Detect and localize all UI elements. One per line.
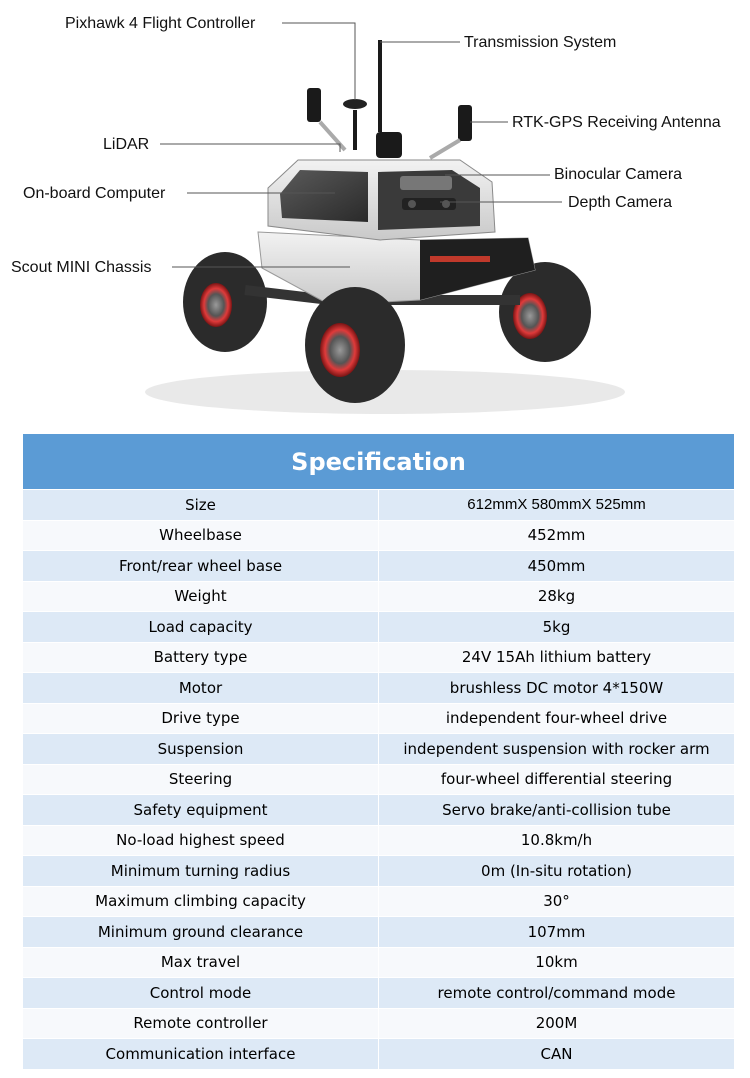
table-row (23, 764, 735, 795)
table-row (23, 703, 735, 734)
spec-value: independent four-wheel drive (379, 703, 735, 734)
spec-label: Motor (23, 673, 379, 704)
spec-value: brushless DC motor 4*150W (379, 673, 735, 704)
spec-value: independent suspension with rocker arm (379, 734, 735, 765)
table-row (23, 551, 735, 582)
spec-label: Steering (23, 764, 379, 795)
spec-value: Servo brake/anti-collision tube (379, 795, 735, 826)
table-row (23, 581, 735, 612)
spec-value: 10km (379, 947, 735, 978)
spec-value: 200M (379, 1008, 735, 1039)
callout-rtk-gps: RTK-GPS Receiving Antenna (512, 114, 721, 131)
table-row (23, 1008, 735, 1039)
spec-label: Control mode (23, 978, 379, 1009)
spec-label: Load capacity (23, 612, 379, 643)
robot-image (0, 0, 750, 430)
callout-onboard-computer: On-board Computer (23, 185, 166, 202)
spec-value: 28kg (379, 581, 735, 612)
spec-label: Remote controller (23, 1008, 379, 1039)
spec-label: Safety equipment (23, 795, 379, 826)
spec-label: Battery type (23, 642, 379, 673)
spec-label: Size (23, 490, 379, 521)
spec-value: four-wheel differential steering (379, 764, 735, 795)
front-left-wheel (305, 287, 405, 403)
spec-value: 107mm (379, 917, 735, 948)
table-row (23, 947, 735, 978)
spec-value: 0m (In-situ rotation) (379, 856, 735, 887)
spec-value: 452mm (379, 520, 735, 551)
callout-lidar: LiDAR (103, 136, 150, 153)
table-row (23, 642, 735, 673)
table-row (23, 490, 735, 521)
spec-value: 5kg (379, 612, 735, 643)
spec-value: 450mm (379, 551, 735, 582)
spec-label: Weight (23, 581, 379, 612)
spec-label: Minimum ground clearance (23, 917, 379, 948)
table-row (23, 825, 735, 856)
spec-label: Drive type (23, 703, 379, 734)
table-row (23, 520, 735, 551)
callout-depth-camera: Depth Camera (568, 194, 673, 211)
table-row (23, 917, 735, 948)
table-row (23, 886, 735, 917)
spec-title: Specification (23, 434, 735, 490)
spec-label: Maximum climbing capacity (23, 886, 379, 917)
spec-value: 30° (379, 886, 735, 917)
spec-rows (23, 490, 735, 1070)
lidar (376, 132, 402, 158)
table-row (23, 978, 735, 1009)
spec-value: 10.8km/h (379, 825, 735, 856)
spec-label: No-load highest speed (23, 825, 379, 856)
callout-chassis: Scout MINI Chassis (11, 259, 152, 276)
table-row (23, 795, 735, 826)
spec-label: Max travel (23, 947, 379, 978)
spec-label: Minimum turning radius (23, 856, 379, 887)
table-row (23, 734, 735, 765)
spec-label: Suspension (23, 734, 379, 765)
table-row (23, 1039, 735, 1070)
flight-controller-mast (343, 99, 367, 150)
rear-right-wheel (499, 262, 591, 362)
callout-pixhawk: Pixhawk 4 Flight Controller (65, 15, 256, 32)
spec-value: CAN (379, 1039, 735, 1070)
spec-value: 24V 15Ah lithium battery (379, 642, 735, 673)
spec-value: remote control/command mode (379, 978, 735, 1009)
callout-binocular-camera: Binocular Camera (554, 166, 683, 183)
spec-label: Wheelbase (23, 520, 379, 551)
table-row (23, 612, 735, 643)
spec-value: 612mmX 580mmX 525mm (379, 490, 735, 521)
callout-transmission: Transmission System (464, 34, 617, 51)
spec-label: Communication interface (23, 1039, 379, 1070)
specification-table (22, 433, 735, 1070)
table-row (23, 673, 735, 704)
spec-label: Front/rear wheel base (23, 551, 379, 582)
table-row (23, 856, 735, 887)
product-illustration (0, 0, 750, 430)
sensor-housing (268, 160, 495, 240)
